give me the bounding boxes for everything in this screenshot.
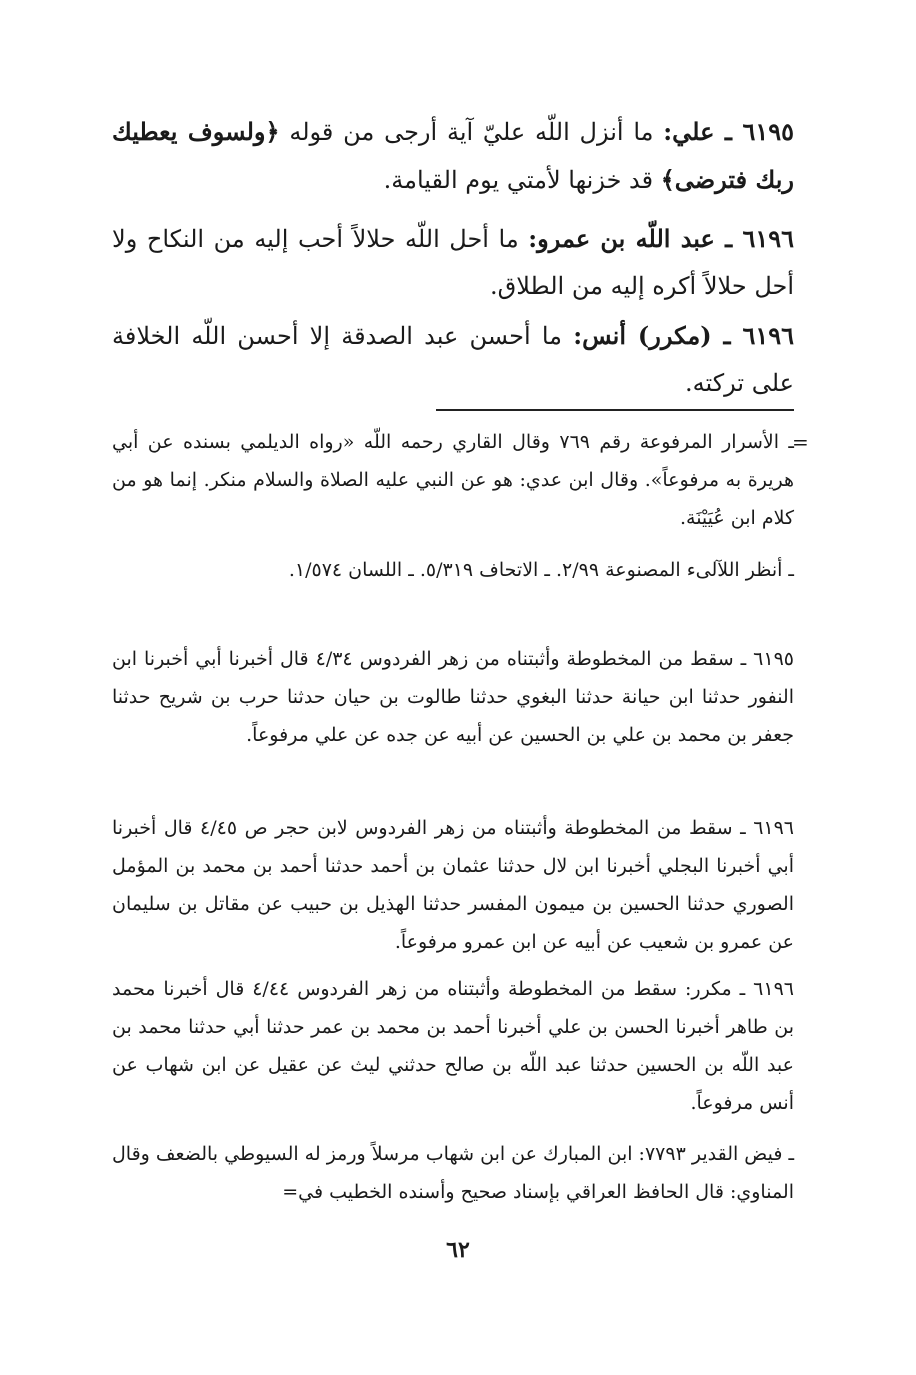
quranic-quote: ﴿ولسوف يعطيك ربك فترضى﴾	[112, 117, 794, 194]
continuation-mark: =	[792, 430, 809, 454]
entry-heading: ٦١٩٦ ـ عبد اللّه بن عمرو:	[528, 224, 794, 253]
hadith-entry-6196-repeated	[112, 312, 794, 407]
entry-text: ما أحسن عبد الصدقة إلا أحسن اللّه الخلافة على تركته.	[112, 322, 794, 397]
entry-tail: قد خزنها لأمتي يوم القيامة.	[383, 166, 661, 194]
hadith-entry-6195	[112, 108, 794, 204]
entry-text: ما أحل اللّه حلالاً أحب إليه من النكاح ولا أحل حلالاً أكره إليه من الطلاق.	[112, 225, 794, 300]
hadith-entry-6196	[112, 215, 794, 310]
footnote-asrar: ـ الأسرار المرفوعة رقم ٧٦٩ وقال القاري رحمه اللّه «رواه الديلمي بسنده عن أبي هريرة به مرفوعاً». وقال ابن عدي: هو عن النبي عليه الصلاة والسلام منكر. إنما هو من كلام ابن عُيَيْنَة.	[112, 431, 795, 529]
page-number: ٦٢	[446, 1237, 470, 1263]
footnote-separator	[436, 409, 794, 411]
entry-heading: ٦١٩٦ ـ (مكرر) أنس:	[573, 321, 794, 350]
footnote-references: ـ أنظر اللآلىء المصنوعة ٢/٩٩. ـ الاتحاف ٥/٣١٩. ـ اللسان ١/٥٧٤.	[288, 559, 794, 581]
entry-text: ما أنزل اللّه عليّ آية أرجى من قوله	[279, 118, 664, 146]
entry-heading: ٦١٩٥ ـ علي:	[663, 117, 795, 146]
footnote-6196: ٦١٩٦ ـ سقط من المخطوطة وأثبتناه من زهر الفردوس لابن حجر ص ٤/٤٥ قال أخبرنا أبي أخبرنا البجلي أخبرنا ابن لال حدثنا عثمان بن أحمد حدثنا أحمد بن محمد بن المؤمل الصوري حدثنا الحسين بن ميمون المفسر حدثنا الهذيل بن حبيب عن مقاتل بن سليمان عن عمرو بن شعيب عن أبيه عن ابن عمرو مرفوعاً.	[112, 817, 795, 953]
footnote-6196-repeated: ٦١٩٦ ـ مكرر: سقط من المخطوطة وأثبتناه من زهر الفردوس ٤/٤٤ قال أخبرنا محمد بن طاهر أخبرنا الحسن بن علي أخبرنا أحمد بن محمد بن عمر حدثنا أبي حدثنا محمد بن عبد اللّه بن الحسين حدثنا عبد اللّه بن صالح حدثني ليث عن عقيل عن ابن شهاب عن أنس مرفوعاً.	[112, 978, 794, 1114]
footnote-faid-al-qadir: ـ فيض القدير ٧٧٩٣: ابن المبارك عن ابن شهاب مرسلاً ورمز له السيوطي بالضعف وقال المناوي: قال الحافظ العراقي بإسناد صحيح وأسنده الخطيب في=	[112, 1143, 795, 1203]
footnote-6195: ٦١٩٥ ـ سقط من المخطوطة وأثبتناه من زهر الفردوس ٤/٣٤ قال أخبرنا أبي أخبرنا ابن النفور حدثنا ابن حيانة حدثنا البغوي حدثنا طالوت بن حيان حدثنا حرب بن شريح حدثنا جعفر بن محمد بن علي بن الحسين عن أبيه عن جده عن علي مرفوعاً.	[112, 648, 794, 746]
